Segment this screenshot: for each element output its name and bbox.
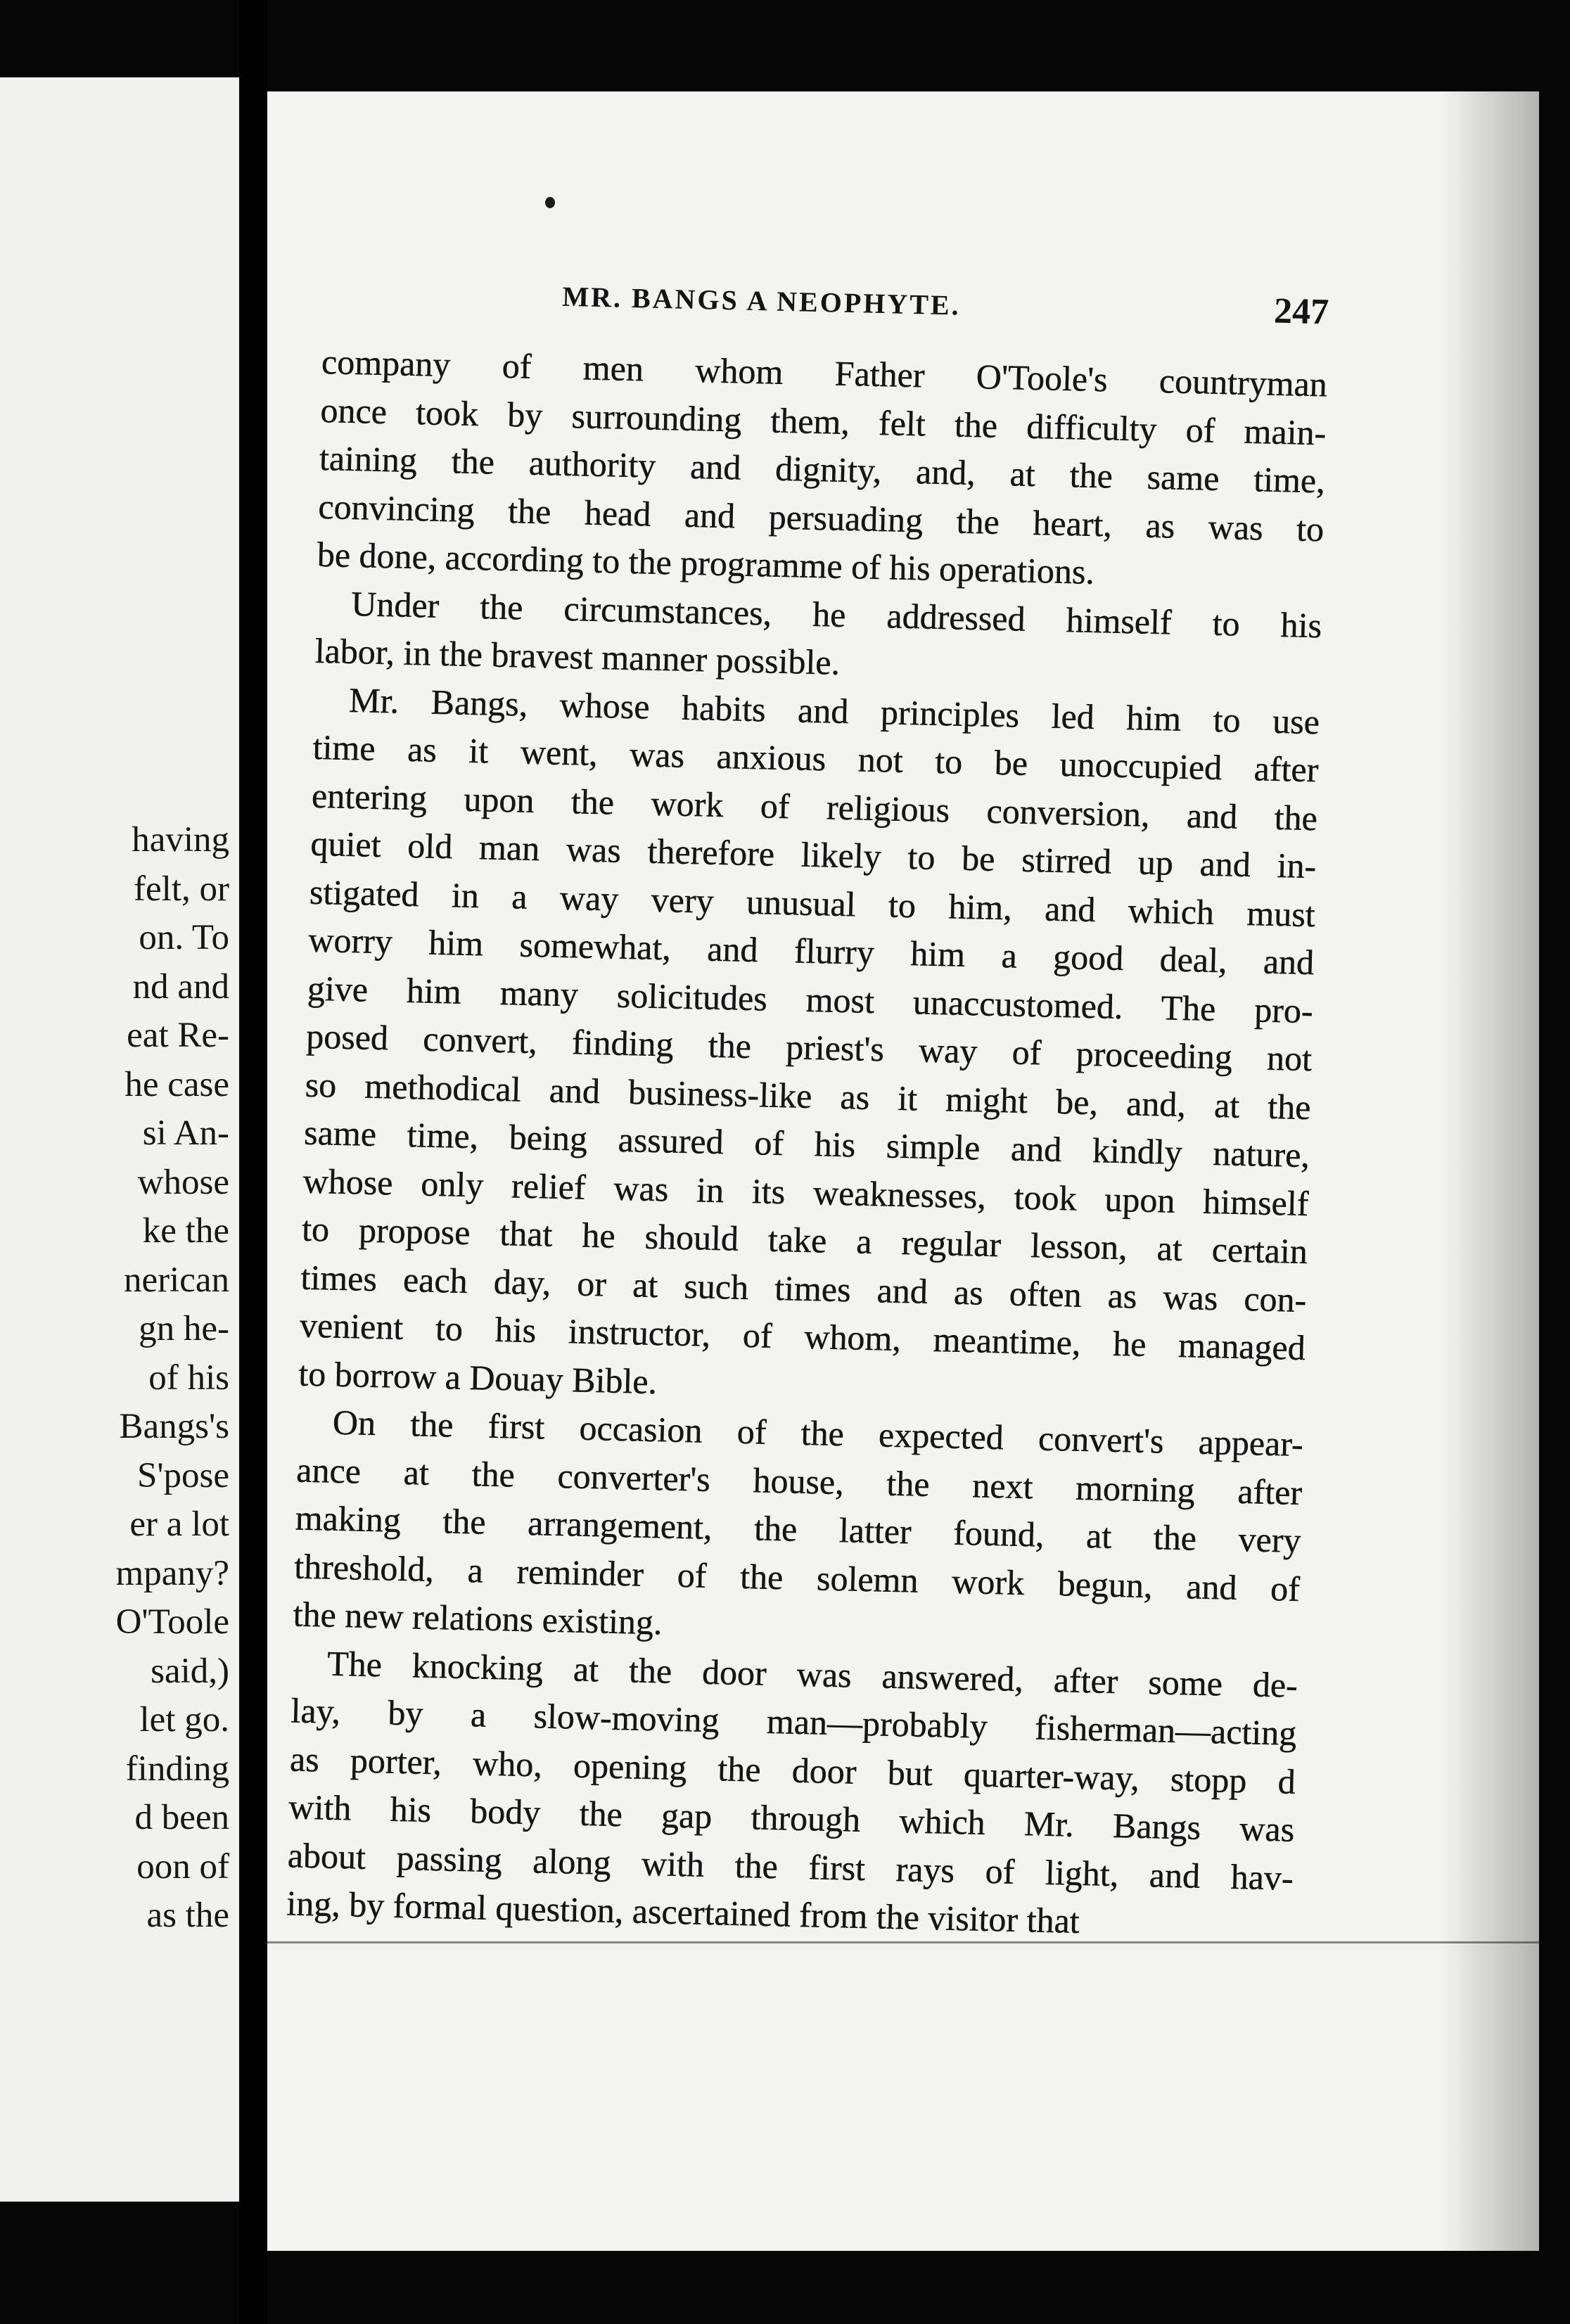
text-line: convincing the head and persuading the heart, as was to xyxy=(317,486,1325,549)
text-line: give him many solicitudes most unaccustomed. The pro- xyxy=(307,968,1314,1030)
paragraph xyxy=(286,1638,1298,1950)
page-edge-shadow xyxy=(1441,91,1539,2251)
previous-page-line: having xyxy=(132,820,229,860)
text-line: quiet old man was therefore likely to be stirred up and in- xyxy=(310,823,1317,886)
text-line: time as it went, was anxious not to be unoccupied after xyxy=(312,727,1320,790)
text-line: be done, according to the programme of his operations. xyxy=(317,534,1095,592)
previous-page-line: of his xyxy=(148,1358,229,1398)
previous-page-line: said,) xyxy=(151,1651,229,1691)
previous-page-line: eat Re- xyxy=(127,1016,229,1055)
text-line: to borrow a Douay Bible. xyxy=(298,1353,658,1401)
text-line: worry him somewhat, and flurry him a good deal, and xyxy=(307,919,1315,983)
previous-page-line: er a lot xyxy=(129,1505,229,1544)
body-text xyxy=(286,338,1328,1950)
text-line: times each day, or at such times and as often as was con- xyxy=(300,1257,1307,1320)
previous-page-line: gn he- xyxy=(139,1309,229,1348)
text-line: so methodical and business-like as it might be, and, at the xyxy=(305,1064,1312,1127)
paragraph xyxy=(293,1398,1303,1661)
text-line: making the arrangement, the latter found, at the very xyxy=(295,1498,1302,1560)
ink-speck xyxy=(545,197,555,208)
previous-page-line: mpany? xyxy=(115,1553,229,1593)
previous-page-line: whose xyxy=(137,1162,229,1202)
previous-page-fragment xyxy=(0,77,239,2202)
previous-page-line: let go. xyxy=(139,1700,229,1739)
text-line: Under the circumstances, he addressed himself to his xyxy=(350,583,1322,645)
text-line: whose only relief was in its weaknesses, took upon himself xyxy=(302,1161,1310,1223)
text-line: On the first occasion of the expected convert's appear- xyxy=(332,1402,1304,1464)
previous-page-line: as the xyxy=(146,1896,229,1935)
previous-page-line: nerican xyxy=(123,1260,229,1300)
current-page xyxy=(267,91,1539,2251)
text-line: lay, by a slow-moving man—probably fisherman—acting xyxy=(291,1690,1297,1753)
text-line: with his body the gap through which Mr. Bangs was xyxy=(288,1787,1295,1849)
paragraph xyxy=(298,675,1320,1420)
previous-page-line: nd and xyxy=(132,966,229,1007)
page-text-block xyxy=(286,274,1329,1950)
previous-page-line: S'pose xyxy=(136,1455,229,1495)
text-line: entering upon the work of religious conversion, and the xyxy=(311,775,1318,838)
text-line: Mr. Bangs, whose habits and principles led him to use xyxy=(348,679,1320,741)
previous-page-line: O'Toole xyxy=(115,1602,229,1642)
previous-page-line: oon of xyxy=(136,1846,229,1886)
text-line: once took by surrounding them, felt the difficulty of main- xyxy=(319,390,1327,452)
text-line: the new relations existing. xyxy=(293,1594,663,1642)
previous-page-line: ke the xyxy=(142,1211,229,1251)
text-line: to propose that he should take a regular lesson, at certain xyxy=(301,1208,1308,1272)
previous-page-line: Bangs's xyxy=(119,1407,229,1446)
text-line: The knocking at the door was answered, after some de- xyxy=(326,1643,1298,1705)
text-line: taining the authority and dignity, and, at the same time, xyxy=(319,438,1326,501)
text-line: threshold, a reminder of the solemn work begun, and of xyxy=(293,1546,1301,1609)
text-line: company of men whom Father O'Toole's countryman xyxy=(321,341,1328,404)
previous-page-line: d been xyxy=(134,1798,229,1837)
text-line: ance at the converter's house, the next morning after xyxy=(295,1450,1303,1512)
previous-page-line: he case xyxy=(125,1064,229,1104)
text-line: stigated in a way very unusual to him, and which must xyxy=(309,872,1316,934)
page-number: 247 xyxy=(1273,290,1329,333)
text-line: venient to his instructor, of whom, meantime, he managed xyxy=(299,1305,1306,1368)
text-line: same time, being assured of his simple and kindly nature, xyxy=(303,1112,1310,1175)
scan-artifact-line xyxy=(267,1941,1539,1943)
paragraph xyxy=(317,338,1327,601)
running-head xyxy=(322,274,1329,346)
running-head-title: MR. BANGS A NEOPHYTE. xyxy=(561,280,962,321)
text-line: labor, in the bravest manner possible. xyxy=(314,630,841,682)
previous-page-text xyxy=(116,816,229,1941)
text-line: posed convert, finding the priest's way of proceeding not xyxy=(305,1016,1313,1079)
previous-page-line: on. To xyxy=(139,918,229,957)
previous-page-line: finding xyxy=(125,1749,229,1789)
previous-page-line: felt, or xyxy=(134,869,229,909)
book-gutter xyxy=(239,0,267,2324)
previous-page-line: si An- xyxy=(142,1113,229,1153)
text-line: as porter, who, opening the door but quarter-way, stopp d xyxy=(289,1738,1296,1801)
text-line: ing, by formal question, ascertained from the visitor that xyxy=(286,1883,1080,1941)
text-line: about passing along with the first rays of light, and hav- xyxy=(287,1834,1294,1898)
